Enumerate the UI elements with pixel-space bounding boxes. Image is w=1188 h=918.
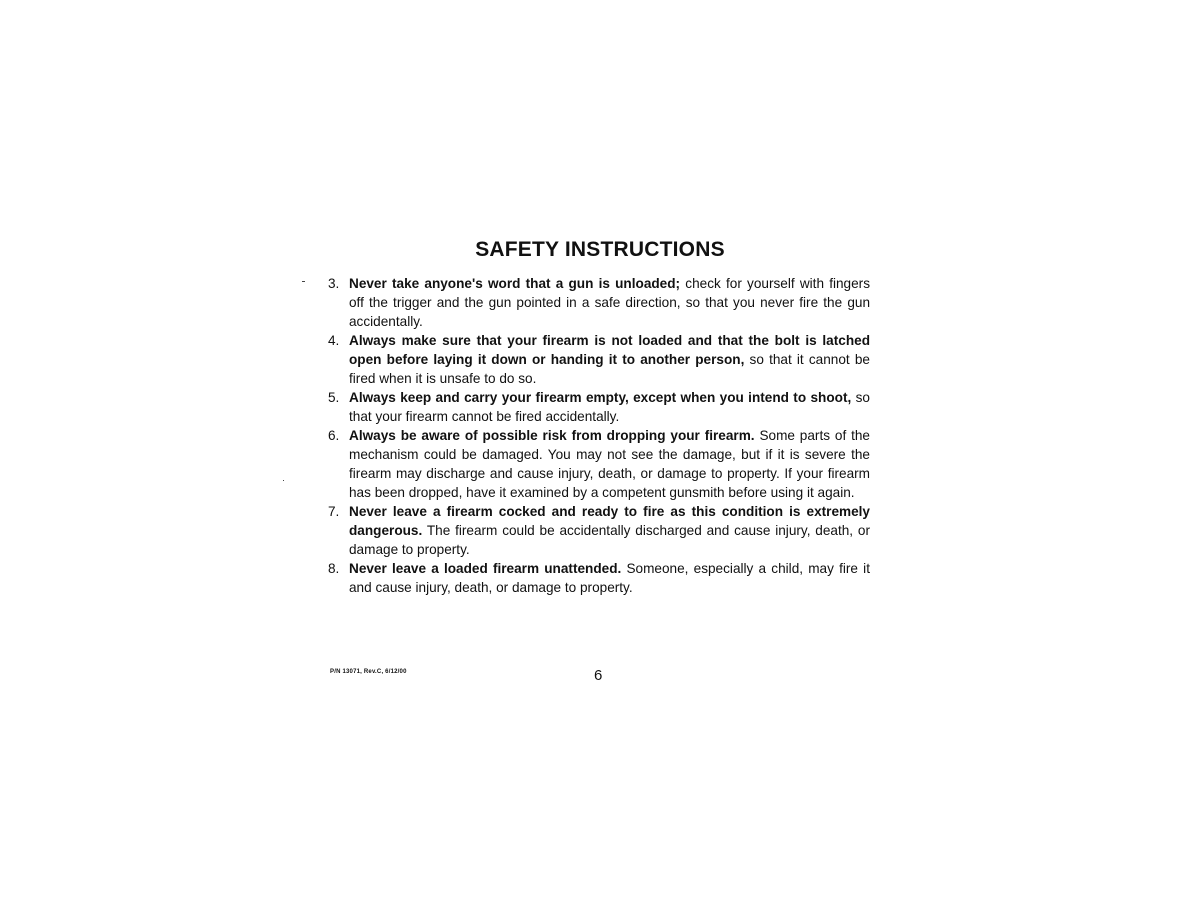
scan-speck: [283, 480, 284, 481]
instruction-lead: Always keep and carry your firearm empty, except when you intend to shoot,: [349, 390, 852, 405]
instruction-number: 4.: [328, 333, 340, 348]
instruction-lead: Never leave a firearm cocked and ready to fire as this condition is extremely dangerous.: [349, 504, 870, 538]
scan-speck: [302, 281, 305, 282]
instruction-lead: Always make sure that your firearm is not loaded and that the bolt is latched open before laying it down or handing it to another person,: [349, 333, 870, 367]
part-number-footer: P/N 13071, Rev.C, 6/12/00: [330, 669, 407, 675]
instruction-lead: Never leave a loaded firearm unattended.: [349, 561, 622, 576]
instruction-number: 6.: [328, 428, 340, 443]
page-number: 6: [594, 667, 603, 684]
instruction-text: so that your firearm cannot be fired accidentally.: [349, 390, 870, 424]
instruction-text: Someone, especially a child, may fire it and cause injury, death, or damage to property.: [349, 561, 870, 595]
instruction-text: The firearm could be accidentally discharged and cause injury, death, or damage to property.: [349, 523, 870, 557]
instruction-lead: Never take anyone's word that a gun is unloaded;: [349, 276, 681, 291]
instruction-4: [328, 331, 870, 388]
instruction-6: [328, 426, 870, 502]
instruction-lead: Always be aware of possible risk from dropping your firearm.: [349, 428, 755, 443]
instruction-number: 8.: [328, 561, 340, 576]
instruction-text: check for yourself with fingers off the trigger and the gun pointed in a safe direction, so that you never fire the gun accidentally.: [349, 276, 870, 329]
instruction-8: [328, 559, 870, 597]
instruction-7: [328, 502, 870, 559]
safety-instructions-list: [328, 274, 870, 597]
instruction-text: Some parts of the mechanism could be damaged. You may not see the damage, but if it is severe the firearm may discharge and cause injury, death, or damage to property. If your firearm has been dropped, have it examined by a competent gunsmith before using it again.: [349, 428, 870, 500]
instruction-number: 5.: [328, 390, 340, 405]
instruction-number: 3.: [328, 276, 340, 291]
instruction-3: [328, 274, 870, 331]
instruction-text: so that it cannot be fired when it is unsafe to do so.: [349, 352, 870, 386]
instruction-number: 7.: [328, 504, 340, 519]
page-title: SAFETY INSTRUCTIONS: [475, 238, 725, 261]
instruction-5: [328, 388, 870, 426]
